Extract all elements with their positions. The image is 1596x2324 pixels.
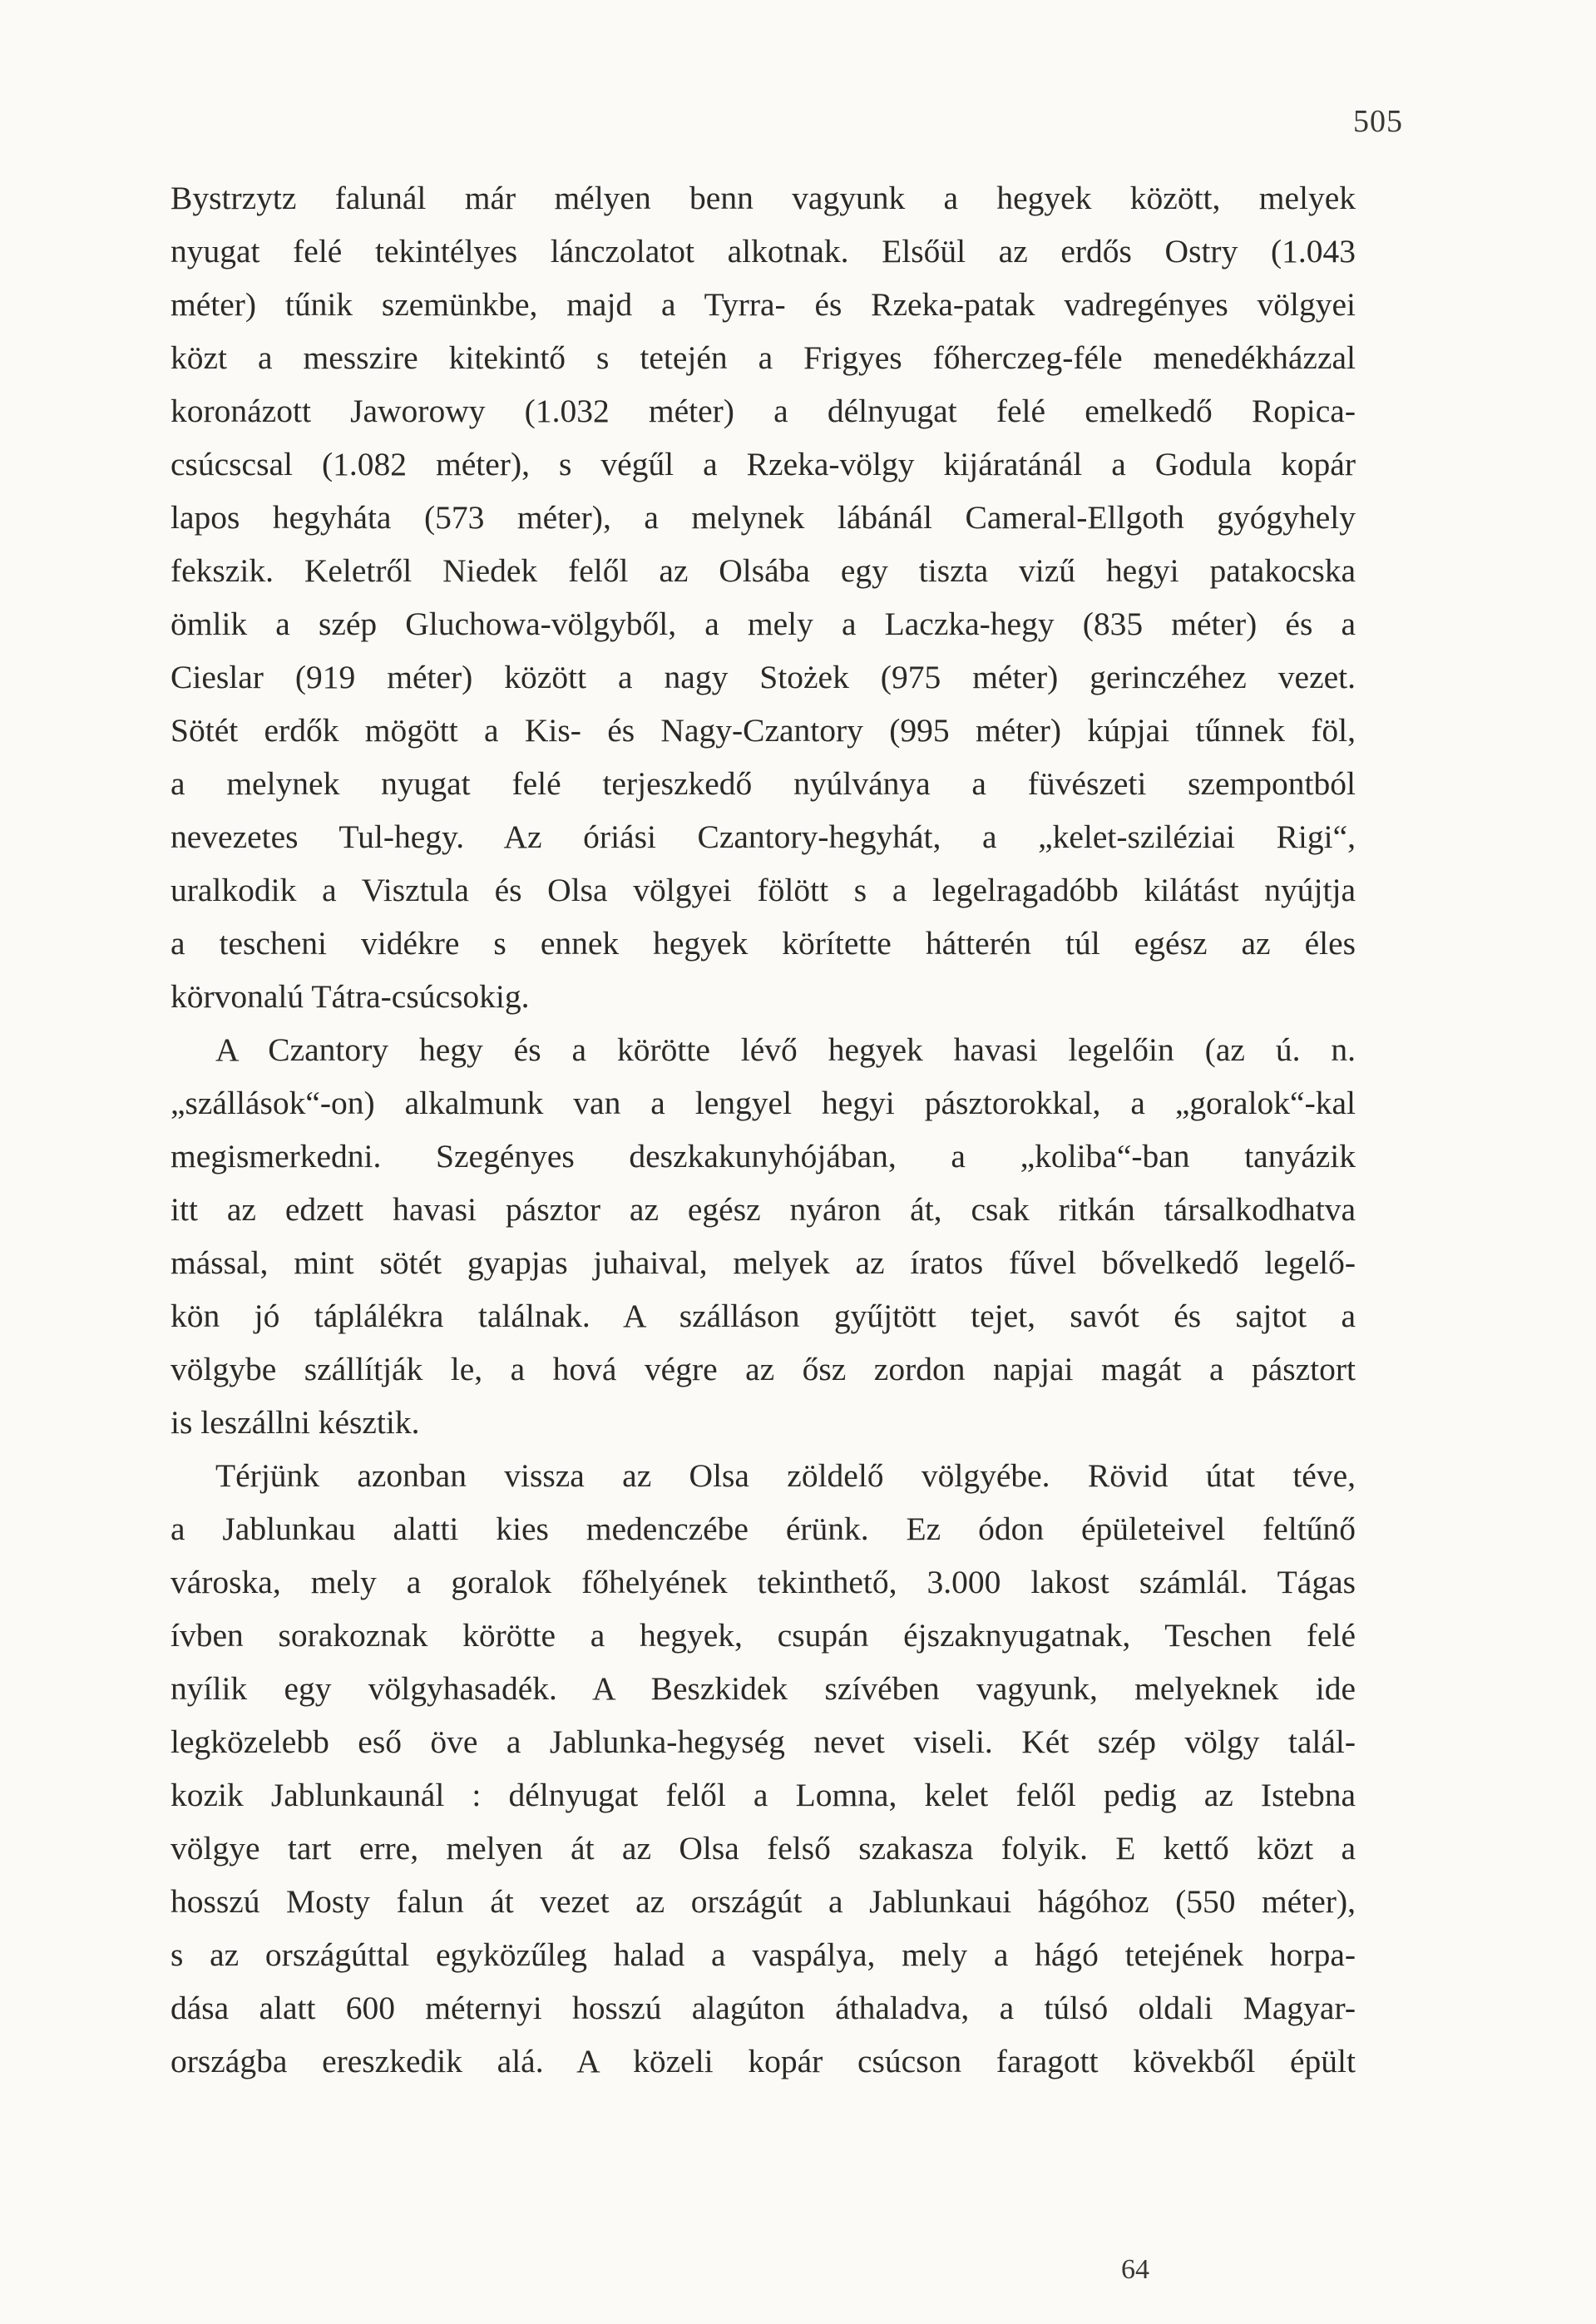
text-line: méter) tűnik szemünkbe, majd a Tyrra- és Rzeka-patak vadregényes völgyei <box>170 286 1356 323</box>
text-line: a Jablunkau alatti kies medenczébe érünk. Ez ódon épületeivel feltűnő <box>170 1511 1356 1547</box>
body-text <box>170 171 1356 2088</box>
text-line: völgye tart erre, melyen át az Olsa felső szakasza folyik. E kettő közt a <box>170 1830 1356 1867</box>
text-line: mással, mint sötét gyapjas juhaival, melyek az íratos fűvel bővelkedő legelő- <box>170 1244 1356 1281</box>
text-line: országba ereszkedik alá. A közeli kopár csúcson faragott kövekből épült <box>170 2043 1356 2079</box>
text-line: Térjünk azonban vissza az Olsa zöldelő völgyébe. Rövid útat téve, <box>215 1457 1356 1494</box>
text-line: kozik Jablunkaunál : délnyugat felől a Lomna, kelet felől pedig az Istebna <box>170 1777 1356 1813</box>
text-line: uralkodik a Visztula és Olsa völgyei fölött s a legelragadóbb kilátást nyújtja <box>170 872 1356 908</box>
text-line: nyílik egy völgyhasadék. A Beszkidek szívében vagyunk, melyeknek ide <box>170 1670 1356 1707</box>
text-line: s az országúttal egyközűleg halad a vaspálya, mely a hágó tetejének horpa- <box>170 1936 1356 1973</box>
text-line: „szállások“-on) alkalmunk van a lengyel hegyi pásztorokkal, a „goralok“-kal <box>170 1085 1356 1121</box>
text-line: Sötét erdők mögött a Kis- és Nagy-Czantory (995 méter) kúpjai tűnnek föl, <box>170 712 1356 749</box>
text-line: a melynek nyugat felé terjeszkedő nyúlványa a füvészeti szempontból <box>170 765 1356 802</box>
text-line: Bystrzytz falunál már mélyen benn vagyunk a hegyek között, melyek <box>170 180 1356 216</box>
text-line: Cieslar (919 méter) között a nagy Stożek (975 méter) gerinczéhez vezet. <box>170 659 1356 695</box>
text-line: körvonalú Tátra-csúcsokig. <box>170 978 530 1015</box>
text-line: városka, mely a goralok főhelyének tekinthető, 3.000 lakost számlál. Tágas <box>170 1564 1356 1600</box>
text-line: A Czantory hegy és a körötte lévő hegyek havasi legelőin (az ú. n. <box>215 1031 1356 1068</box>
text-line: csúcscsal (1.082 méter), s végűl a Rzeka-völgy kijáratánál a Godula kopár <box>170 446 1356 482</box>
text-line: ömlik a szép Gluchowa-völgyből, a mely a Laczka-hegy (835 méter) és a <box>170 606 1356 642</box>
text-line: megismerkedni. Szegényes deszkakunyhójában, a „koliba“-ban tanyázik <box>170 1138 1356 1174</box>
text-line: a tescheni vidékre s ennek hegyek körítette hátterén túl egész az éles <box>170 925 1356 962</box>
text-line: lapos hegyháta (573 méter), a melynek lábánál Cameral-Ellgoth gyógyhely <box>170 499 1356 536</box>
text-line: nevezetes Tul-hegy. Az óriási Czantory-hegyhát, a „kelet-sziléziai Rigi“, <box>170 818 1356 855</box>
text-line: koronázott Jaworowy (1.032 méter) a délnyugat felé emelkedő Ropica- <box>170 393 1356 429</box>
signature-mark: 64 <box>1121 2254 1149 2285</box>
text-line: ívben sorakoznak körötte a hegyek, csupán éjszaknyugatnak, Teschen felé <box>170 1617 1356 1654</box>
text-line: közt a messzire kitekintő s tetején a Frigyes főherczeg-féle menedékházzal <box>170 339 1356 376</box>
text-line: hosszú Mosty falun át vezet az országút a Jablunkaui hágóhoz (550 méter), <box>170 1883 1356 1920</box>
text-line: fekszik. Keletről Niedek felől az Olsába egy tiszta vizű hegyi patakocska <box>170 552 1356 589</box>
text-line: legközelebb eső öve a Jablunka-hegység nevet viseli. Két szép völgy talál- <box>170 1723 1356 1760</box>
text-line: is leszállni késztik. <box>170 1404 420 1441</box>
text-line: nyugat felé tekintélyes lánczolatot alkotnak. Elsőül az erdős Ostry (1.043 <box>170 233 1356 269</box>
text-line: itt az edzett havasi pásztor az egész nyáron át, csak ritkán társalkodhatva <box>170 1191 1356 1228</box>
text-line: dása alatt 600 méternyi hosszú alagúton áthaladva, a túlsó oldali Magyar- <box>170 1990 1356 2026</box>
page-number: 505 <box>1353 104 1403 139</box>
text-line: völgybe szállítják le, a hová végre az ősz zordon napjai magát a pásztort <box>170 1351 1356 1387</box>
text-line: kön jó táplálékra találnak. A szálláson gyűjtött tejet, savót és sajtot a <box>170 1298 1356 1334</box>
